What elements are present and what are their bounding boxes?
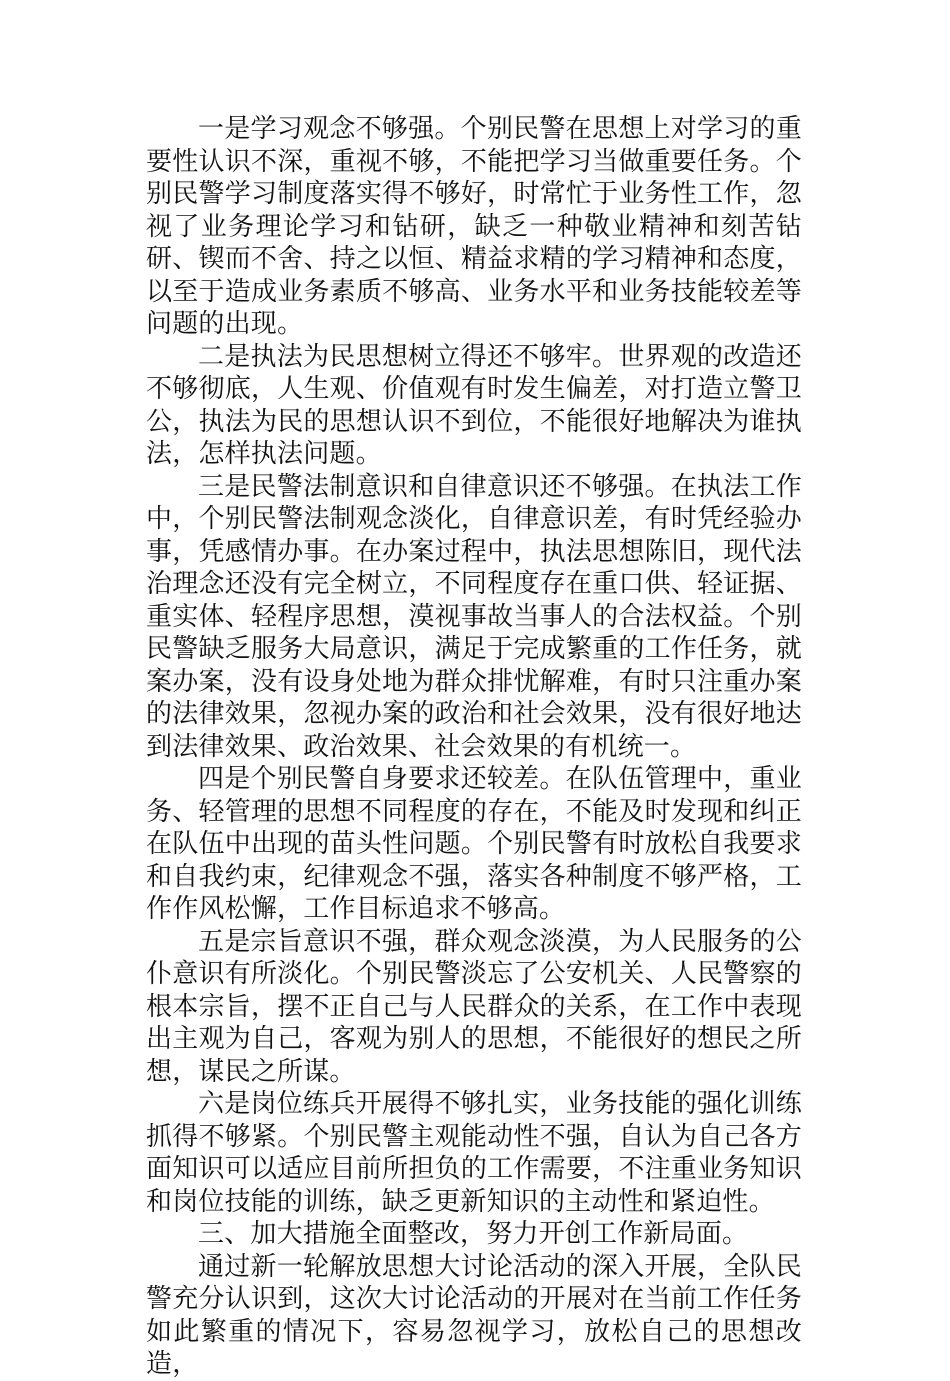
paragraph-2: 二是执法为民思想树立得还不够牢。世界观的改造还不够彻底，人生观、价值观有时发生偏差，对打造立警卫公，执法为民的思想认识不到位，不能很好地解决为谁执法，怎样执法问题。 [146,341,802,469]
section-heading: 三、加大措施全面整改，努力开创工作新局面。 [198,1219,749,1249]
paragraph-6: 六是岗位练兵开展得不够扎实，业务技能的强化训练抓得不够紧。个别民警主观能动性不强，自认为自己各方面知识可以适应目前所担负的工作需要，不注重业务知识和岗位技能的训练，缺乏更新知识的主动性和紧迫性。 [146,1089,802,1217]
paragraph-3: 三是民警法制意识和自律意识还不够强。在执法工作中，个别民警法制观念淡化，自律意识差，有时凭经验办事，凭感情办事。在办案过程中，执法思想陈旧，现代法治理念还没有完全树立，不同程度存在重口供、轻证据、重实体、轻程序思想，漠视事故当事人的合法权益。个别民警缺乏服务大局意识，满足于完成繁重的工作任务，就案办案，没有设身处地为群众排忧解难，有时只注重办案的法律效果，忽视办案的政治和社会效果，没有很好地达到法律效果、政治效果、社会效果的有机统一。 [146,471,802,762]
paragraph-5: 五是宗旨意识不强，群众观念淡漠，为人民服务的公仆意识有所淡化。个别民警淡忘了公安机关、人民警察的根本宗旨，摆不正自己与人民群众的关系，在工作中表现出主观为自己，客观为别人的思想，不能很好的想民之所想，谋民之所谋。 [146,926,802,1087]
paragraph-4: 四是个别民警自身要求还较差。在队伍管理中，重业务、轻管理的思想不同程度的存在，不能及时发现和纠正在队伍中出现的苗头性问题。个别民警有时放松自我要求和自我约束，纪律观念不强，落实各种制度不够严格，工作作风松懈，工作目标追求不够高。 [146,764,802,924]
paragraph-1: 一是学习观念不够强。个别民警在思想上对学习的重要性认识不深，重视不够，不能把学习当做重要任务。个别民警学习制度落实得不够好，时常忙于业务性工作，忽视了业务理论学习和钻研，缺乏一种敬业精神和刻苦钻研、锲而不舍、持之以恒、精益求精的学习精神和态度，以至于造成业务素质不够高、业务水平和业务技能较差等问题的出现。 [146,114,802,339]
document-body [146,113,802,1381]
paragraph-7: 通过新一轮解放思想大讨论活动的深入开展，全队民警充分认识到，这次大讨论活动的开展对在当前工作任务如此繁重的情况下，容易忽视学习，放松自己的思想改造， [146,1251,802,1379]
